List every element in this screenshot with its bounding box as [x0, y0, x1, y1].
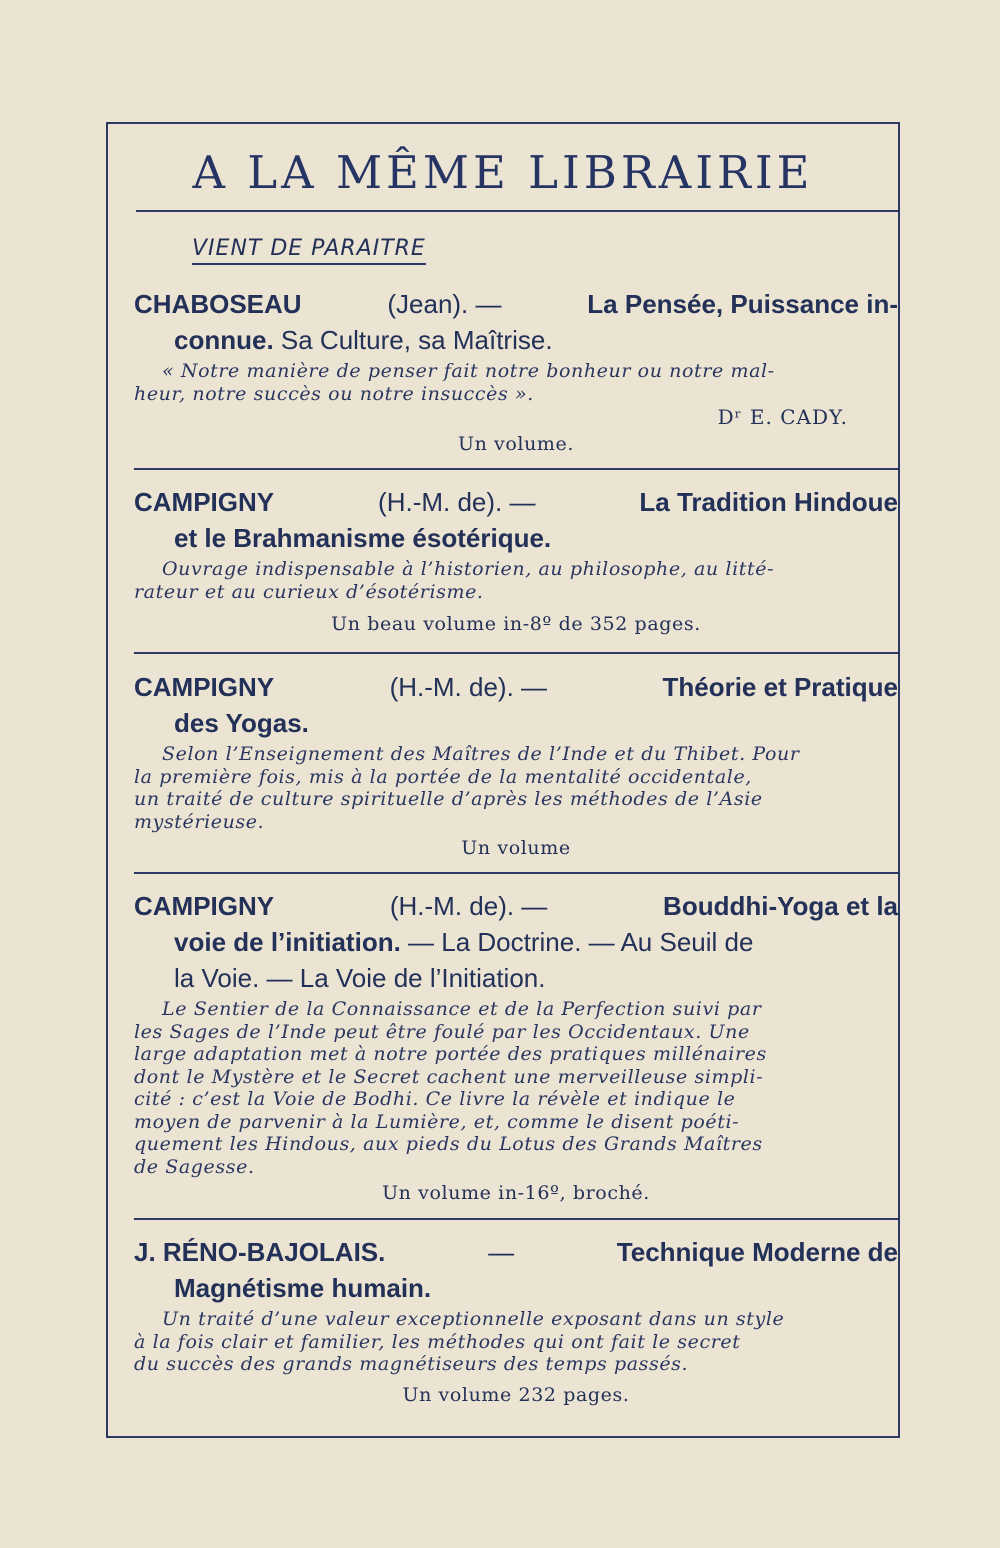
desc-line: un traité de culture spirituelle d’après les méthodes de l’Asie: [134, 788, 763, 810]
entry-title-cont: et le Brahmanisme ésotérique.: [174, 523, 552, 553]
entry-heading-line-2: [134, 322, 898, 358]
desc-line: du succès des grands magnétiseurs des temps passés.: [134, 1353, 689, 1375]
desc-line: Ouvrage indispensable à l’historien, au philosophe, au litté-: [162, 558, 775, 580]
entry-description: [134, 998, 898, 1178]
entry-author-detail: (H.-M. de). —: [378, 487, 536, 517]
desc-line: mystérieuse.: [134, 810, 265, 833]
entry-author: CAMPIGNY: [134, 487, 275, 517]
catalog-entry-campigny-yogas: [134, 669, 898, 859]
desc-line: rateur et au curieux d’ésotérisme.: [134, 580, 484, 603]
catalog-entry-campigny-tradition: [134, 484, 898, 635]
entry-volume: Un volume: [461, 837, 571, 859]
desc-line: heur, notre succès ou notre insuccès ».: [134, 382, 534, 405]
desc-line: cité : c’est la Voie de Bodhi. Ce livre la révèle et indique le: [134, 1088, 736, 1110]
desc-line: à la fois clair et familier, les méthodes qui ont fait le secret: [134, 1330, 741, 1353]
entry-heading-line-2: [134, 1270, 898, 1306]
entry-heading-line-2: [134, 520, 898, 556]
catalog-frame: [106, 122, 900, 1438]
entry-author-detail: (H.-M. de). —: [389, 891, 548, 921]
catalog-entry-chaboseau: [134, 286, 898, 455]
entry-divider: [134, 652, 898, 654]
entry-subtitle: Sa Culture, sa Maîtrise.: [273, 325, 553, 355]
entry-title: La Pensée, Puissance in-: [587, 289, 898, 319]
entry-divider: [134, 872, 898, 874]
entry-divider: [134, 1218, 898, 1220]
desc-line: de Sagesse.: [134, 1155, 255, 1178]
entry-divider: [134, 468, 898, 470]
entry-author: CHABOSEAU: [134, 289, 302, 319]
catalog-entry-reno-bajolais: [134, 1234, 898, 1406]
desc-line: Un traité d’une valeur exceptionnelle exposant dans un style: [162, 1308, 785, 1330]
entry-heading-line-2: [134, 705, 898, 741]
title-divider: [136, 210, 898, 212]
desc-line: quement les Hindous, aux pieds du Lotus des Grands Maîtres: [134, 1133, 763, 1155]
entry-title-cont: connue.: [174, 325, 274, 355]
desc-line: large adaptation met à notre portée des pratiques millénaires: [134, 1043, 767, 1065]
entry-author: CAMPIGNY: [134, 672, 275, 702]
entry-heading-line: [134, 484, 898, 520]
entry-author: J. RÉNO-BAJOLAIS.: [134, 1237, 386, 1267]
desc-line: Selon l’Enseignement des Maîtres de l’Inde et du Thibet. Pour: [162, 743, 800, 765]
desc-line: moyen de parvenir à la Lumière, et, comme le disent poéti-: [134, 1110, 740, 1133]
entry-author: CAMPIGNY: [134, 891, 275, 921]
desc-line: les Sages de l’Inde peut être foulé par les Occidentaux. Une: [134, 1020, 750, 1043]
entry-volume: Un volume in-16º, broché.: [382, 1182, 650, 1204]
entry-description: [134, 558, 898, 603]
entry-heading-line: [134, 888, 898, 924]
entry-title-cont: Magnétisme humain.: [174, 1273, 432, 1303]
entry-description: [134, 360, 898, 405]
entry-title: Bouddhi-Yoga et la: [663, 891, 898, 921]
entry-description: [134, 1308, 898, 1376]
entry-title: La Tradition Hindoue: [639, 487, 898, 517]
entry-heading-line-2: [134, 924, 898, 960]
entry-volume: Un volume 232 pages.: [402, 1383, 630, 1406]
desc-line: Le Sentier de la Connaissance et de la Perfection suivi par: [162, 998, 762, 1020]
entry-heading-line-3: [134, 960, 898, 996]
entry-heading-line: [134, 286, 898, 322]
entry-volume: Un volume.: [457, 433, 575, 455]
page-title: A LA MÊME LIBRAIRIE: [192, 146, 814, 199]
section-subhead: VIENT DE PARAITRE: [192, 236, 426, 265]
entry-title-cont: des Yogas.: [174, 708, 309, 738]
entry-author-detail: —: [488, 1237, 515, 1267]
entry-author-detail: (H.-M. de). —: [389, 672, 548, 702]
entry-author-detail: (Jean). —: [387, 289, 502, 319]
entry-heading-line: [134, 1234, 898, 1270]
entry-heading-line: [134, 669, 898, 705]
desc-line: « Notre manière de penser fait notre bonheur ou notre mal-: [162, 360, 775, 382]
catalog-entry-campigny-bouddhi: [134, 888, 898, 1204]
entry-title: Technique Moderne de: [616, 1237, 898, 1267]
entry-volume: Un beau volume in-8º de 352 pages.: [331, 613, 701, 635]
entry-description: [134, 743, 898, 833]
desc-line: la première fois, mis à la portée de la mentalité occidentale,: [134, 765, 752, 788]
entry-subtitle-cont: la Voie. — La Voie de l’Initiation.: [174, 963, 546, 993]
quote-attribution: Dʳ E. CADY.: [717, 405, 848, 429]
entry-subtitle: — La Doctrine. — Au Seuil de: [400, 927, 754, 957]
entry-title-cont: voie de l’initiation.: [174, 927, 401, 957]
desc-line: dont le Mystère et le Secret cachent une merveilleuse simpli-: [134, 1065, 764, 1088]
entry-title: Théorie et Pratique: [662, 672, 898, 702]
